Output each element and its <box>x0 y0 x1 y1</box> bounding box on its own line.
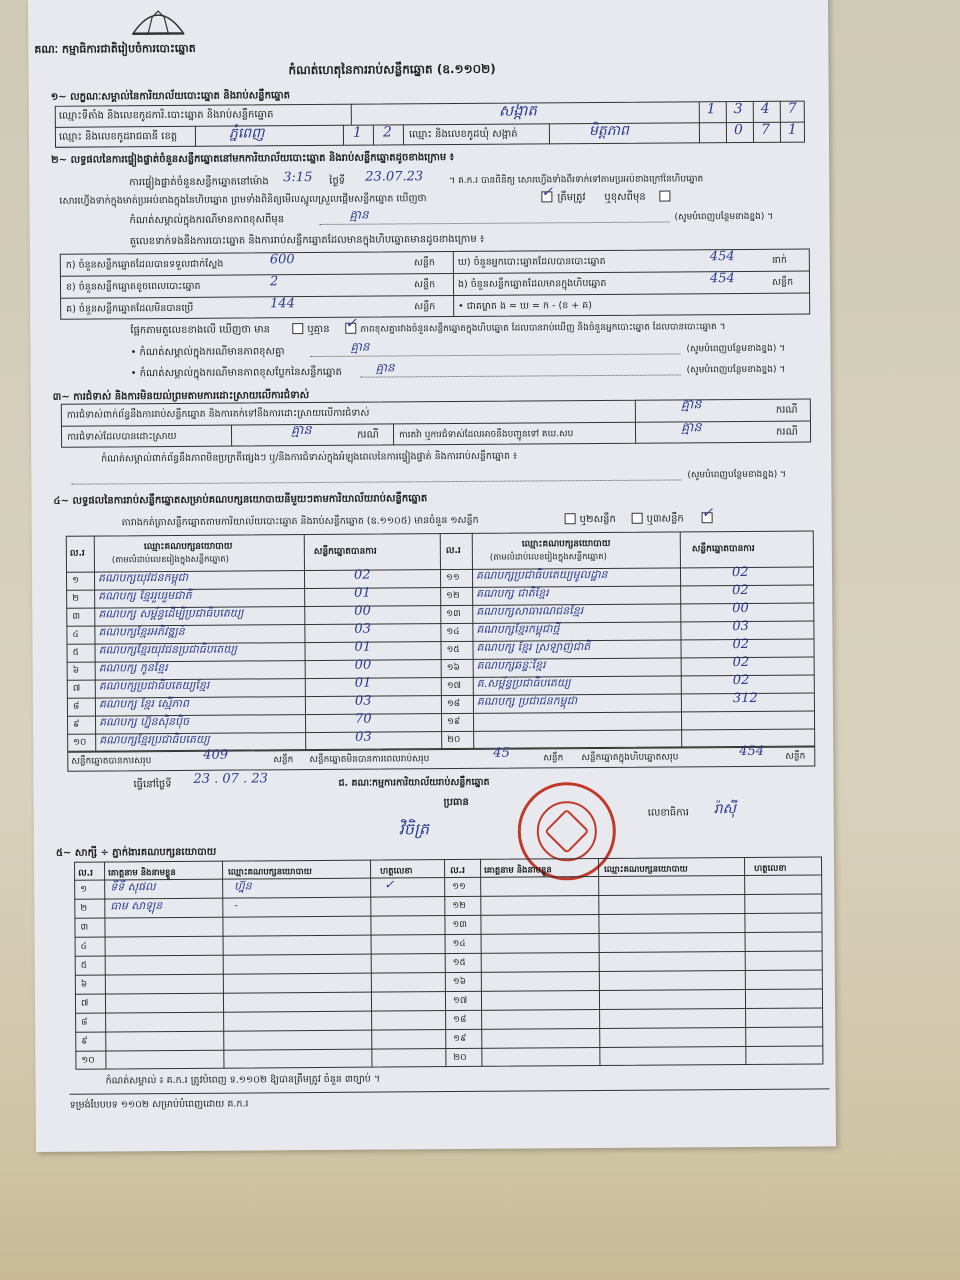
counts-intro: តួលេខទាក់ទងនឹងការបោះឆ្នោត និងការរាប់សន្លឹកឆ្នោតដែលមានក្នុងហិបឆ្នោតមានដូចខាងក្រោម ៖ <box>129 233 485 248</box>
two-sheets-label: ឬ២សន្លឹក <box>579 513 616 526</box>
bullet1-hint: (សូមបំពេញបន្ថែមខាងខ្នង) ។ <box>686 343 786 355</box>
province-code-1: 1 <box>352 124 362 141</box>
valid-total-label: សន្លឹកឆ្នោតបានការសរុប <box>71 756 152 767</box>
chief-signature: វិចិត្រ <box>398 819 430 839</box>
ballot-total-label: សន្លឹកឆ្នោតក្នុងហិបឆ្នោតសរុប <box>581 752 679 764</box>
party-name-left-5: គណបក្ស កូនខ្មែរ <box>98 661 168 675</box>
party-name-right-7: គណបក្ស ប្រជាជនកម្ពុជា <box>476 694 578 708</box>
party-no-right-9: ២០ <box>447 734 461 746</box>
party-votes-right-4: 02 <box>732 636 750 653</box>
party-name-right-3: គណបក្សខ្មែរកម្ពុជាថ្មី <box>476 622 560 636</box>
objection-row1-label: ការជំទាស់ពាក់ព័ន្ធនឹងការរាប់សន្លឹកឆ្នោត និងការតក់ទៅនឹងការដោះស្រាយលើការជំទាស់ <box>66 407 370 421</box>
bullet2-value: គ្មាន <box>375 360 395 375</box>
witness-no-left-4: ៥ <box>80 960 88 971</box>
party-no-left-0: ១ <box>72 575 79 586</box>
witness-no-left-7: ៨ <box>81 1017 88 1028</box>
check-line2: សោរហ្វើងទាក់ក្នុងមាត់ប្រអប់ខាងក្នុងនៃហិបឆ្នោត ព្រមទាំងពិនិត្យមើលស្នូលស្រួលផ្តើមសន្លឹកឆ្នោត ឃើញថា <box>59 193 427 207</box>
party-col-sub-right: (តាមលំដាប់លេខរៀងក្នុងសន្លឹកឆ្នោត) <box>489 551 608 563</box>
objection-row2b-label: ការតវ៉ា ឬការជំទាស់ដែលអាចនឹងបញ្ជូនទៅ គឃ.សប <box>399 429 574 441</box>
count-right-value-1: 454 <box>709 271 735 287</box>
witness-no-right-0: ១១ <box>452 881 466 893</box>
party-name-left-8: គណបក្ស ហ្វ៊ុនស៊ិនប៉ិច <box>98 714 190 729</box>
objection-note: កំណត់សម្គាល់ពាក់ព័ន្ធនឹងភាពមិនប្រក្រតីផ្សេងៗ ឬ/និងការជំទាស់ក្នុងអំឡុងពេលនៃការផ្ទៀងផ្ទាត់ និងការរាប់សន្លឹកឆ្នោត ៖ <box>101 450 518 465</box>
difference-check-line: ផ្អែកតាមតួលេខខាងលើ ឃើញថា មាន <box>130 324 271 337</box>
party-votes-left-3: 03 <box>354 621 371 637</box>
party-votes-right-1: 02 <box>732 582 749 599</box>
party-no-left-2: ៣ <box>72 611 81 622</box>
count-left-unit-0: សន្លឹក <box>413 257 435 269</box>
count-right-value-0: 454 <box>709 249 735 265</box>
invalid-total-unit: សន្លឹក <box>543 753 564 764</box>
count-left-label-0: ក) ចំនួនសន្លឹកឆ្នោតដែលបានទទួលជាក់ស្ដែង <box>65 258 224 271</box>
witness-no-left-2: ៣ <box>80 922 89 933</box>
vote-summary-row <box>67 743 815 772</box>
office-name: សង្កាត <box>498 101 537 120</box>
objection-row2b-value: គ្មាន <box>680 420 702 436</box>
commune-code-1: 0 <box>733 122 743 139</box>
party-name-right-4: គណបក្ស ខ្មែរ ស្រឡាញ់ជាតិ <box>476 640 591 654</box>
ballot-total: 454 <box>739 743 765 760</box>
commune-label: ឈ្មោះ និងលេខកូដឃុំ សង្កាត់ <box>408 128 518 141</box>
national-emblem-icon <box>128 3 188 37</box>
witness-col-no-left: ល.រ <box>78 868 93 879</box>
bullet1-value: គ្មាន <box>350 339 370 354</box>
form-footer: ទម្រង់បែបបទ ១១០២ សម្រាប់បំពេញដោយ គ.ក.រ <box>69 1098 249 1111</box>
party-votes-right-5: 02 <box>732 654 750 671</box>
objection-row2-unit: ករណី <box>357 429 379 441</box>
party-votes-left-2: 00 <box>354 603 371 619</box>
difference-check-line3: ភាពខុសគ្នារវាងចំនួនសន្លឹកឆ្នោតក្នុងហិបឆ្នោត ដែលបានរាប់ឃើញ និងចំនួនអ្នកបោះឆ្នោត ដែលបានបោះឆ្នោត ។ <box>360 322 726 335</box>
commune-name: មិត្តភាព <box>588 122 629 140</box>
difference-note-label: កំណត់សម្គាល់ក្នុងករណីមានភាពខុសពីមុន <box>129 214 285 227</box>
province-name: ភ្នំពេញ <box>228 125 265 142</box>
party-votes-right-2: 00 <box>732 600 749 617</box>
office-code-4: 7 <box>787 100 797 117</box>
party-votes-left-6: 01 <box>354 675 372 691</box>
one-sheet-checkbox[interactable] <box>565 513 576 524</box>
count-right-unit-1: សន្លឹក <box>771 276 794 288</box>
commune-code-2: 7 <box>760 121 770 138</box>
party-name-left-6: គណបក្សប្រជាធិបតេយ្យខ្មែរ <box>98 678 210 693</box>
done-date: 23 . 07 . 23 <box>193 771 268 787</box>
party-no-left-6: ៧ <box>72 683 81 694</box>
secretary-title: លេខាធិការ <box>647 807 689 819</box>
election-form-sheet: គណៈ កម្មាធិការជាតិរៀបចំការបោះឆ្នោត កំណត់ហេតុនៃការរាប់សន្លឹកឆ្នោត (ឧ.១១០២) ១~ លក្ខណៈសម្គាល់នៃការិយាល័យបោះឆ្នោត និងរាប់សន្លឹកឆ្នោត ឈ្មោះទីតាំង និងលេខកូដការិ.បោះឆ្នោត និងរាប់សន្លឹកឆ្នោត សង្កាត 1 3 4 7 ឈ្មោះ និងលេខកូដរាជធានី ខេត្ត ភ្នំពេញ 1 2 ឈ្មោះ និងលេខកូដឃុំ សង្កាត់ មិត្តភាព 0 7 1 ២~ លទ្ធផលនៃការផ្ទៀងផ្ទាត់ចំនួនសន្លឹកឆ្នោតនៅមកការិយាល័យបោះឆ្នោត និងរាប់សន្លឹកឆ្នោតដូចខាងក្រោម ៖ ការផ្ទៀងផ្ទាត់ចំនួនសន្លឹកឆ្នោតនៅម៉ោង 3:15 ថ្ងៃទី 23.07.23 ។ គ.ក.រ បានពិនិត្យ សោរហ្វើងទាំងពីរទាក់ទៅតាមប្រអប់ខាងក្រៅនៃហិបឆ្នោត សោរហ្វើងទាក់ក្នុងមាត់ប្រអប់ខាងក្នុងនៃហិបឆ្នោត ព្រមទាំងពិនិត្យមើលស្នូលស្រួលផ្តើមសន្លឹកឆ្នោត ឃើញថា ✓ ត្រឹមត្រូវ ឬខុសពីមុន កំណត់សម្គាល់ក្នុងករណីមានភាពខុសពីមុន គ្មាន (សូមបំពេញបន្ថែមខាងខ្នង) ។ តួលេខទាក់ទងនឹងការបោះឆ្នោត និងការរាប់សន្លឹកឆ្នោតដែលមានក្នុងហិបឆ្នោតមានដូចខាងក្រោម ៖ ក) ចំនួនសន្លឹកឆ្នោតដែលបានទទួលជាក់ស្ដែង 600 សន្លឹក ឃ) ចំនួនអ្នកបោះឆ្នោតដែលបានបោះឆ្នោត 454 នាក់ ខ) ចំនួនសន្លឹកឆ្នោតខូចពេលបោះឆ្នោត 2 សន្លឹក ង) ចំនួនសន្លឹកឆ្នោតដែលមានក្នុងហិបឆ្នោត 454 សន្លឹក គ) ចំនួនសន្លឹកឆ្នោតដែលមិនបានប្រើ 144 សន្លឹក • ជាគម្លាត ង = ឃ = ក - (ខ + គ) ផ្អែកតាមតួលេខខាងលើ ឃើញថា មាន ឬគ្មាន ✓ ភាពខុសគ្នារវាងចំនួនសន្លឹកឆ្នោតក្នុងហិបឆ្នោត ដែលបានរាប់ឃើញ និងចំនួនអ្នកបោះឆ្នោត ដែលបានបោះឆ្នោត ។ • កំណត់សម្គាល់ក្នុងករណីមានភាពខុសគ្នា គ្មាន (សូមបំពេញបន្ថែមខាងខ្នង) ។ • កំណត់សម្គាល់ក្នុងករណីមានភាពខុសប្លែកនៃសន្លឹកឆ្នោត គ្មាន (សូមបំពេញបន្ថែមខាងខ្នង) ។ ៣~ ការជំទាស់ និងការមិនយល់ព្រមតាមការដោះស្រាយលើការជំទាស់ ការជំទាស់ពាក់ព័ន្ធនឹងការរាប់សន្លឹកឆ្នោត និងការតក់ទៅនឹងការដោះស្រាយលើការជំទាស់ គ្មាន ករណី ការជំទាស់ដែលបានដោះស្រាយ គ្មាន ករណី ការតវ៉ា ឬការជំទាស់ដែលអាចនឹងបញ្ជូនទៅ គឃ.សប គ្មាន ករណី កំណត់សម្គាល់ពាក់ព័ន្ធនឹងភាពមិនប្រក្រតីផ្សេងៗ ឬ/និងការជំទាស់ក្នុងអំឡុងពេលនៃការផ្ទៀងផ្ទាត់ និងការរាប់សន្លឹកឆ្នោត ៖ (សូមបំពេញបន្ថែមខាងខ្នង) ។ ៤~ លទ្ធផលនៃការរាប់សន្លឹកឆ្នោតសម្រាប់គណបក្សនយោបាយនីមួយៗតាមការិយាល័យរាប់សន្លឹកឆ្នោត តារាងកត់ត្រាសន្លឹកឆ្នោតតាមការិយាល័យបោះឆ្នោត និងរាប់សន្លឹកឆ្នោត (ឧ.១១០៥) មានចំនួន ១សន្លឹក ឬ២សន្លឹក ឬ៣សន្លឹក ✓ ល.រ ឈ្មោះគណបក្សនយោបាយ (តាមលំដាប់លេខរៀងក្នុងសន្លឹកឆ្នោត) សន្លឹកឆ្នោតបានការ ល.រ ឈ្មោះគណបក្សនយោបាយ (តាមលំដាប់លេខរៀងក្នុងសន្លឹកឆ្នោត) សន្លឹកឆ្នោតបានការ ១ គណបក្សយុវជនកម្ពុជា 02 ១១ គណបក្សប្រជាធិបតេយ្យមូលដ្ឋាន 02 ២ គណបក្ស ខ្មែររួបរួមជាតិ 01 ១២ គណបក្ស ជាតិខ្មែរ 02 ៣ គណបក្ស សម្ព័ន្ធដើម្បីប្រជាធិបតេយ្យ 00 ១៣ គណបក្សសាធារណជនខ្មែរ 00 ៤ គណបក្សខ្មែរអភិវឌ្ឍន៍ 03 ១៤ គណបក្សខ្មែរកម្ពុជាថ្មី 03 ៥ គណបក្សខ្មែរយុវជនប្រជាធិបតេយ្យ 01 ១៥ គណបក្ស ខ្មែរ ស្រឡាញ់ជាតិ 02 ៦ គណបក្ស កូនខ្មែរ 00 ១៦ គណបក្សឆន្ទៈខ្មែរ 02 ៧ គណបក្សប្រជាធិបតេយ្យខ្មែរ 01 ១៧ គ.សម្ព័ន្ធប្រជាធិបតេយ្យ 02 ៨ គណបក្ស ខ្មែរ ស្មើភាព 03 ១៨ គណបក្ស ប្រជាជនកម្ពុជា 312 ៩ គណបក្ស ហ្វ៊ុនស៊ិនប៉ិច 70 ១៩ ១០ គណបក្សខ្មែរប្រជាធិបតេយ្យ 03 ២០ សន្លឹកឆ្នោតបានការសរុប 409 សន្លឹក សន្លឹកឆ្នោតមិនបានការពេលរាប់សរុប 45 សន្លឹក សន្លឹកឆ្នោតក្នុងហិបឆ្នោតសរុប 454 សន្លឹក ធ្វើនៅថ្ងៃទី 23 . 07 . 23 ជ. គណៈកម្មការការិយាល័យរាប់សន្លឹកឆ្នោត ប្រធាន លេខាធិការ វិចិត្រ រ៉ាស៊ី ៥~ សាក្សី ÷ ភ្នាក់ងារគណបក្សនយោបាយ ល.រ គោត្តនាម និងនាមខ្លួន ឈ្មោះគណបក្សនយោបាយ ហត្ថលេខា ល.រ គោត្តនាម និងនាមខ្លួន ឈ្មោះគណបក្សនយោបាយ ហត្ថលេខា ១ ទីទី សុផល ហ្វ៊ុន ✓ ១១ ២ ធាម សាឡុន - ១២ ៣ ១៣ ៤ ១៤ ៥ ១៥ ៦ ១៦ ៧ ១៧ ៨ ១៨ ៩ ១៩ ១០ ២០ កំណត់សម្គាល់ ៖ គ.ក.រ ត្រូវបំពេញ ទ.១១០២ ឱ្យបានត្រឹមត្រូវ ចំនួន ៣ច្បាប់ ។ ទម្រង់បែបបទ ១១០២ សម្រាប់បំពេញដោយ គ.ក.រ <box>28 0 836 1152</box>
no-difference-label: ឬគ្មាន <box>307 323 330 336</box>
party-no-right-5: ១៦ <box>446 663 460 674</box>
wall-lower-section <box>0 1150 960 1280</box>
office-code-3: 4 <box>760 100 770 117</box>
bullet1-label: • កំណត់សម្គាល់ក្នុងករណីមានភាពខុសគ្នា <box>130 346 285 359</box>
party-votes-right-3: 03 <box>732 618 749 635</box>
three-sheets-label: ឬ៣សន្លឹក <box>646 513 684 525</box>
party-no-right-7: ១៨ <box>446 699 461 710</box>
party-name-left-2: គណបក្ស សម្ព័ន្ធដើម្បីប្រជាធិបតេយ្យ <box>98 606 244 621</box>
check-time-label: ការផ្ទៀងផ្ទាត់ចំនួនសន្លឹកឆ្នោតនៅម៉ោង <box>129 176 269 189</box>
party-no-left-4: ៥ <box>72 647 79 658</box>
party-votes-left-9: 03 <box>355 729 372 745</box>
office-label: ឈ្មោះទីតាំង និងលេខកូដការិ.បោះឆ្នោត និងរាប់សន្លឹកឆ្នោត <box>58 109 274 122</box>
party-no-left-1: ២ <box>72 593 80 604</box>
party-votes-left-0: 02 <box>353 567 371 583</box>
count-left-unit-1: សន្លឹក <box>413 279 436 291</box>
province-label: ឈ្មោះ និងលេខកូដរាជធានី ខេត្ត <box>58 130 178 143</box>
count-right-label-1: ង) ចំនួនសន្លឹកឆ្នោតដែលមានក្នុងហិបឆ្នោត <box>457 277 607 291</box>
witness-col-party-left: ឈ្មោះគណបក្សនយោបាយ <box>228 867 312 878</box>
has-difference-checkbox[interactable] <box>292 323 303 334</box>
witness-no-left-1: ២ <box>80 903 88 914</box>
check-day-label: ថ្ងៃទី <box>329 175 346 187</box>
count-right-label-2: • ជាគម្លាត ង = ឃ = ក - (ខ + គ) <box>458 300 593 313</box>
section3-title: ៣~ ការជំទាស់ និងការមិនយល់ព្រមតាមការដោះស្រាយលើការជំទាស់ <box>52 390 310 403</box>
count-right-label-0: ឃ) ចំនួនអ្នកបោះឆ្នោតដែលបានបោះឆ្នោត <box>457 255 606 269</box>
party-col-name-left: ឈ្មោះគណបក្សនយោបាយ <box>143 541 233 553</box>
party-no-right-8: ១៩ <box>447 717 461 728</box>
party-no-left-3: ៤ <box>72 629 79 640</box>
party-no-right-3: ១៤ <box>446 627 460 638</box>
count-left-value-0: 600 <box>269 252 295 268</box>
section5-title: ៥~ សាក្សី ÷ ភ្នាក់ងារគណបក្សនយោបាយ <box>55 846 217 859</box>
party-col-no-left: ល.រ <box>69 548 85 559</box>
objection-row2-label: ការជំទាស់ដែលបានដោះស្រាយ <box>67 430 177 443</box>
witness-no-right-6: ១៧ <box>452 995 468 1007</box>
secretary-signature: រ៉ាស៊ី <box>713 801 736 818</box>
difference-note-hint: (សូមបំពេញបន្ថែមខាងខ្នង) ។ <box>674 211 774 223</box>
witness-party-left-1: - <box>234 898 239 912</box>
check-time: 3:15 <box>283 170 313 186</box>
count-left-value-2: 144 <box>270 296 296 312</box>
objection-row2b-unit: ករណី <box>775 426 798 438</box>
committee-name: គណៈ កម្មាធិការជាតិរៀបចំការបោះឆ្នោត <box>34 41 196 56</box>
objection-row1-unit: ករណី <box>775 404 798 416</box>
section4-intro: តារាងកត់ត្រាសន្លឹកឆ្នោតតាមការិយាល័យបោះឆ្នោត និងរាប់សន្លឹកឆ្នោត (ឧ.១១០៥) មានចំនួន ១សន្លឹក <box>121 514 479 529</box>
invalid-total: 45 <box>493 745 510 761</box>
witness-no-left-9: ១០ <box>81 1055 95 1066</box>
province-code-2: 2 <box>382 124 392 141</box>
witness-no-left-3: ៤ <box>80 941 88 952</box>
party-name-left-0: គណបក្សយុវជនកម្ពុជា <box>97 570 189 585</box>
office-code-1: 1 <box>706 101 716 118</box>
witness-sign-left-0: ✓ <box>384 877 395 892</box>
form-title: កំណត់ហេតុនៃការរាប់សន្លឹកឆ្នោត (ឧ.១១០២) <box>288 61 496 78</box>
party-name-right-6: គ.សម្ព័ន្ធប្រជាធិបតេយ្យ <box>476 676 571 690</box>
witness-name-left-0: ទីទី សុផល <box>110 880 156 894</box>
witness-no-right-5: ១៦ <box>452 976 467 988</box>
party-votes-left-1: 01 <box>354 585 371 601</box>
objection-row2-value: គ្មាន <box>290 423 312 439</box>
footer-note: កំណត់សម្គាល់ ៖ គ.ក.រ ត្រូវបំពេញ ទ.១១០២ ឱ្យបានត្រឹមត្រូវ ចំនួន ៣ច្បាប់ ។ <box>105 1073 381 1087</box>
party-no-right-0: ១១ <box>446 573 460 584</box>
bullet2-label: • កំណត់សម្គាល់ក្នុងករណីមានភាពខុសប្លែកនៃសន្លឹកឆ្នោត <box>130 366 342 380</box>
witness-name-left-1: ធាម សាឡុន <box>110 899 163 913</box>
party-name-left-3: គណបក្សខ្មែរអភិវឌ្ឍន៍ <box>98 624 185 639</box>
party-no-right-4: ១៥ <box>446 645 460 656</box>
party-name-left-7: គណបក្ស ខ្មែរ ស្មើភាព <box>98 696 189 711</box>
witness-col-sign-left: ហត្ថលេខា <box>380 866 413 877</box>
objection-row1-value: គ្មាន <box>680 397 702 413</box>
party-votes-left-8: 70 <box>354 711 372 727</box>
party-no-right-6: ១៧ <box>446 680 462 692</box>
witness-no-right-4: ១៥ <box>452 957 466 969</box>
witness-col-name-left: គោត្តនាម និងនាមខ្លួន <box>108 867 176 879</box>
witness-no-right-1: ១២ <box>452 900 466 912</box>
party-name-right-5: គណបក្សឆន្ទៈខ្មែរ <box>476 658 546 672</box>
witness-no-left-6: ៧ <box>80 998 89 1009</box>
party-name-right-0: គណបក្សប្រជាធិបតេយ្យមូលដ្ឋាន <box>475 567 608 582</box>
witness-no-left-0: ១ <box>80 884 88 895</box>
party-name-left-4: គណបក្សខ្មែរយុវជនប្រជាធិបតេយ្យ <box>98 642 238 657</box>
party-votes-left-5: 00 <box>354 657 372 673</box>
witness-table <box>74 856 823 1069</box>
party-no-right-2: ១៣ <box>446 608 461 620</box>
witness-col-sign-right: ហត្ថលេខា <box>754 863 787 874</box>
party-col-name-right: ឈ្មោះគណបក្សនយោបាយ <box>521 538 611 550</box>
party-no-right-1: ១២ <box>446 591 460 602</box>
witness-no-right-9: ២០ <box>453 1052 467 1064</box>
party-name-right-1: គណបក្ស ជាតិខ្មែរ <box>476 586 549 600</box>
witness-no-left-5: ៦ <box>80 979 88 990</box>
different-label: ឬខុសពីមុន <box>604 191 646 203</box>
witness-no-right-8: ១៩ <box>453 1033 467 1045</box>
party-no-left-8: ៩ <box>73 719 80 730</box>
count-left-label-2: គ) ចំនួនសន្លឹកឆ្នោតដែលមិនបានប្រើ <box>66 302 194 315</box>
party-votes-right-6: 02 <box>732 672 750 689</box>
section2-title: ២~ លទ្ធផលនៃការផ្ទៀងផ្ទាត់ចំនួនសន្លឹកឆ្នោតនៅមកការិយាល័យបោះឆ្នោត និងរាប់សន្លឹកឆ្នោតដូចខាងក្រោម ៖ <box>51 152 455 166</box>
count-left-value-1: 2 <box>269 274 279 290</box>
section4-title: ៤~ លទ្ធផលនៃការរាប់សន្លឹកឆ្នោតសម្រាប់គណបក្សនយោបាយនីមួយៗតាមការិយាល័យរាប់សន្លឹកឆ្នោត <box>53 493 428 507</box>
count-left-unit-2: សន្លឹក <box>414 301 436 313</box>
valid-total: 409 <box>203 747 229 763</box>
count-left-label-1: ខ) ចំនួនសន្លឹកឆ្នោតខូចពេលបោះឆ្នោត <box>65 280 201 293</box>
counting-committee: ជ. គណៈកម្មការការិយាល័យរាប់សន្លឹកឆ្នោត <box>338 776 490 789</box>
valid-total-unit: សន្លឹក <box>273 755 294 766</box>
party-votes-right-0: 02 <box>731 564 749 581</box>
count-right-unit-0: នាក់ <box>771 254 787 266</box>
party-name-left-9: គណបក្សខ្មែរប្រជាធិបតេយ្យ <box>99 732 210 747</box>
commune-code-3: 1 <box>787 121 797 138</box>
section1-title: ១~ លក្ខណៈសម្គាល់នៃការិយាល័យបោះឆ្នោត និងរាប់សន្លឹកឆ្នោត <box>50 90 291 103</box>
party-col-votes-right: សន្លឹកឆ្នោតបានការ <box>691 543 755 555</box>
witness-no-right-7: ១៨ <box>453 1014 467 1026</box>
office-code-2: 3 <box>733 101 743 118</box>
witness-col-party-right: ឈ្មោះគណបក្សនយោបាយ <box>604 864 688 875</box>
party-name-right-2: គណបក្សសាធារណជនខ្មែរ <box>476 604 584 618</box>
witness-no-left-8: ៩ <box>81 1036 88 1047</box>
ballot-total-unit: សន្លឹក <box>785 751 806 762</box>
witness-no-right-3: ១៤ <box>452 938 466 950</box>
different-checkbox[interactable] <box>659 191 670 202</box>
correct-label: ត្រឹមត្រូវ <box>557 192 586 204</box>
check-date: 23.07.23 <box>365 169 424 185</box>
done-date-label: ធ្វើនៅថ្ងៃទី <box>133 779 172 791</box>
party-col-votes-left: សន្លឹកឆ្នោតបានការ <box>313 546 377 558</box>
witness-party-left-0: ហ្វ៊ុន <box>234 879 252 893</box>
party-no-left-5: ៦ <box>72 665 80 676</box>
chief-title: ប្រធាន <box>443 796 469 809</box>
party-votes-left-4: 01 <box>354 639 372 655</box>
party-votes-left-7: 03 <box>354 693 372 709</box>
party-col-sub-left: (តាមលំដាប់លេខរៀងក្នុងសន្លឹកឆ្នោត) <box>111 554 230 566</box>
witness-no-right-2: ១៣ <box>452 919 468 931</box>
witness-col-no-right: ល.រ <box>450 865 465 877</box>
party-col-no-right: ល.រ <box>445 545 461 557</box>
two-sheets-checkbox[interactable] <box>632 513 643 524</box>
check-line1-end: ។ គ.ក.រ បានពិនិត្យ សោរហ្វើងទាំងពីរទាក់ទៅតាមប្រអប់ខាងក្រៅនៃហិបឆ្នោត <box>449 174 704 187</box>
invalid-total-label: សន្លឹកឆ្នោតមិនបានការពេលរាប់សរុប <box>309 754 430 766</box>
party-no-left-7: ៨ <box>72 701 80 712</box>
objection-note-hint: (សូមបំពេញបន្ថែមខាងខ្នង) ។ <box>687 469 787 481</box>
witness-col-name-right: គោត្តនាម និងនាមខ្លួន <box>484 865 552 876</box>
difference-note-value: គ្មាន <box>349 207 369 222</box>
party-name-left-1: គណបក្ស ខ្មែររួបរួមជាតិ <box>98 588 192 603</box>
bullet2-hint: (សូមបំពេញបន្ថែមខាងខ្នង) ។ <box>686 364 786 376</box>
party-no-left-9: ១០ <box>73 737 87 748</box>
party-votes-right-7: 312 <box>732 690 758 707</box>
